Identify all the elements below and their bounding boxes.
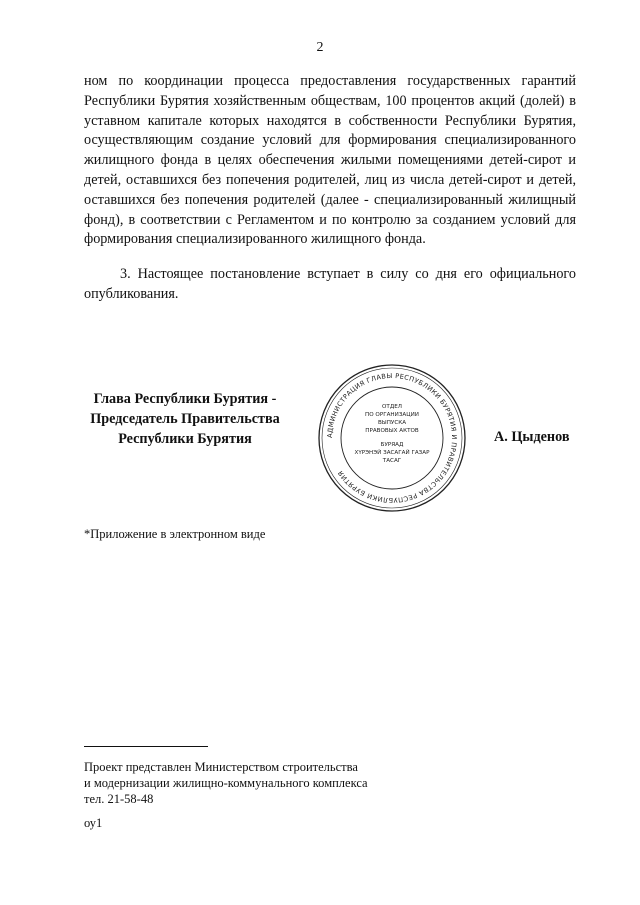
signatory-title-line: Республики Бурятия <box>118 430 252 447</box>
footnote-line: тел. 21-58-48 <box>84 792 154 806</box>
seal-center-line: ПРАВОВЫХ АКТОВ <box>365 428 419 434</box>
signatory-title <box>84 390 286 449</box>
seal-center-line: ТАСАГ <box>382 458 402 464</box>
document-code: оу1 <box>84 816 103 830</box>
footnote <box>84 759 368 807</box>
signatory-name: А. Цыденов <box>494 429 570 445</box>
signatory-title-line: Председатель Правительства <box>90 410 280 427</box>
seal-center-line: ПО ОРГАНИЗАЦИИ <box>365 412 419 418</box>
body-paragraph-effective-date: 3. Настоящее постановление вступает в силу со дня его официального опубликования. <box>84 266 576 302</box>
footnote-line: Проект представлен Министерством строительства <box>84 760 358 774</box>
body-paragraph-continuation: ном по координации процесса предоставления государственных гарантий Республики Бурятия хозяйственным обществам, 100 процентов акций (долей) в уставном капитале которых находятся в собственности Республики Бурятия, осуществляющим создание условий для формирования специализированного жилищного фонда в целях обеспечения жилыми помещениями детей-сирот и детей, оставшихся без попечения родителей, лиц из числа детей-сирот и детей, оставшихся без попечения родителей (далее - специализированный жилищный фонд), в соответствии с Регламентом и по контролю за созданием условий для формирования специализированного жилищного фонда. <box>84 73 576 248</box>
svg-text:АДМИНИСТРАЦИЯ ГЛАВЫ РЕСПУБЛИКИ <box>326 372 458 504</box>
signatory-title-line: Глава Республики Бурятия - <box>93 391 277 407</box>
appendix-note: *Приложение в электронном виде <box>84 527 266 541</box>
seal-center-line: ХҮРЭНЭЙ ЗАСАГАЙ ГАЗАР <box>354 450 430 456</box>
seal-center-line: ОТДЕЛ <box>382 404 402 410</box>
seal-center-line: БУРЯАД <box>380 442 404 448</box>
official-seal-stamp <box>316 362 468 514</box>
page-number: 2 <box>316 40 324 55</box>
seal-outer-text: АДМИНИСТРАЦИЯ ГЛАВЫ РЕСПУБЛИКИ БУРЯТИЯ И ПРАВИТЕЛЬСТВА РЕСПУБЛИКИ БУРЯТИЯ <box>325 371 459 505</box>
footnote-line: и модернизации жилищно-коммунального комплекса <box>84 776 368 790</box>
footnote-divider <box>84 746 208 747</box>
seal-center-line: ВЫПУСКА <box>377 420 407 426</box>
document-body <box>84 72 576 305</box>
